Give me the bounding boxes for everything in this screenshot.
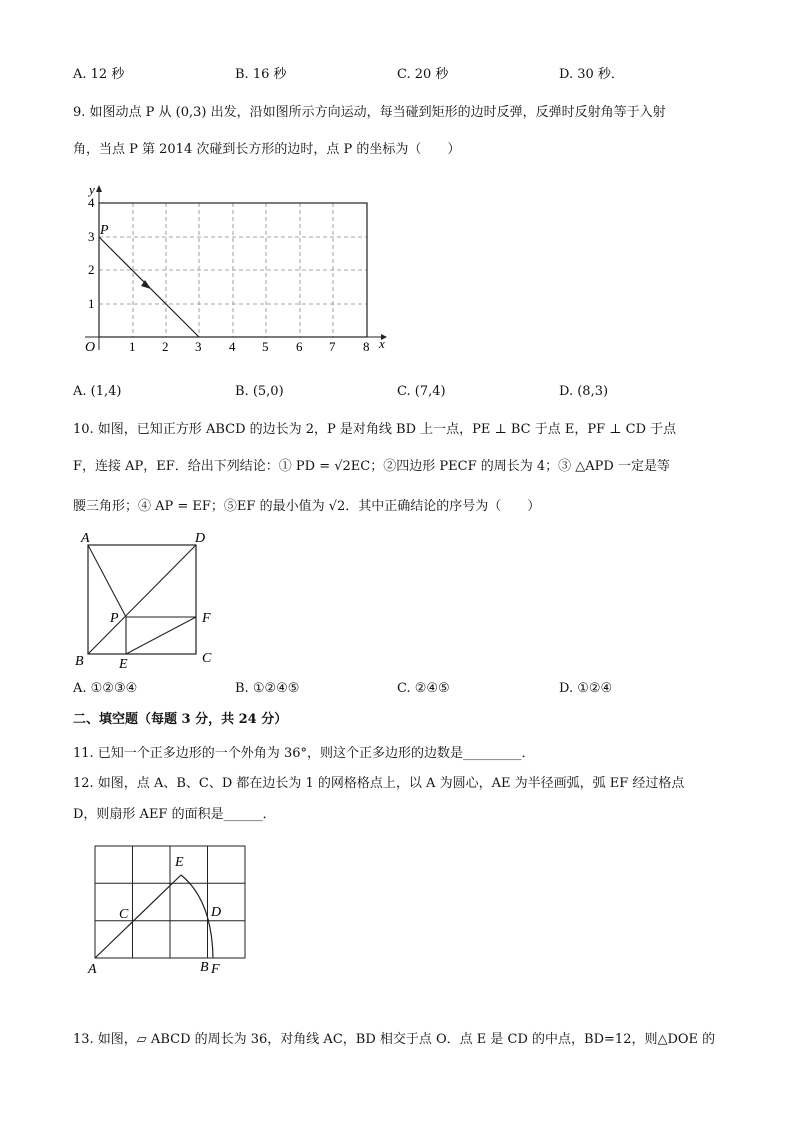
q12-text-line2: D，则扇形 AEF 的面积是______．: [73, 807, 276, 822]
q12-label-c: C: [119, 907, 129, 922]
q10-label-e: E: [119, 657, 128, 672]
q10-label-d: D: [195, 531, 206, 546]
q9-x-tick-labels: [129, 339, 370, 354]
q9-x-tick: 4: [229, 339, 236, 354]
q8-option-b: B. 16 秒: [235, 67, 287, 82]
q10-diagonal-bd: [88, 545, 196, 654]
q9-x-tick: 2: [162, 339, 169, 354]
q12-grid-figure: [84, 838, 254, 980]
q10-text-line2: F，连接 AP，EF．给出下列结论：① PD = √2EC；②四边形 PECF 的周长为 4；③ △APD 一定是等: [73, 459, 670, 474]
q8-option-a: A. 12 秒: [73, 67, 125, 82]
q9-x-tick: 6: [296, 339, 303, 354]
q12-label-a: A: [88, 962, 97, 977]
q12-label-f: F: [211, 962, 220, 977]
q10-segment-ap: [88, 545, 126, 617]
q12-label-e: E: [175, 855, 184, 870]
q10-option-b: B. ①②④⑤: [235, 681, 300, 696]
q10-option-d: D. ①②④: [559, 681, 613, 696]
q9-x-tick: 1: [129, 339, 136, 354]
q10-text-line3: 腰三角形；④ AP = EF；⑤EF 的最小值为 √2．其中正确结论的序号为（ ）: [73, 499, 541, 514]
q10-label-p: P: [110, 611, 119, 626]
q9-axis-y-label: y: [89, 182, 95, 197]
q9-option-c: C. (7,4): [397, 384, 446, 399]
q9-option-d: D. (8,3): [559, 384, 609, 399]
q8-option-d: D. 30 秒．: [559, 67, 624, 82]
q9-axis-x-label: x: [379, 336, 385, 351]
q10-label-b: B: [75, 654, 84, 669]
q9-y-tick: 3: [88, 229, 95, 244]
q9-x-tick: 7: [329, 339, 336, 354]
q9-x-tick: 8: [363, 339, 370, 354]
q9-x-tick: 3: [195, 339, 202, 354]
q12-grid: [95, 846, 245, 958]
q10-label-a: A: [81, 531, 90, 546]
q10-segment-ef: [126, 617, 196, 654]
q10-option-c: C. ②④⑤: [397, 681, 450, 696]
q12-label-b: B: [200, 960, 209, 975]
q9-coordinate-figure: [75, 182, 395, 357]
q8-option-c: C. 20 秒: [397, 67, 449, 82]
q9-origin-label: O: [85, 340, 96, 355]
q11-text: 11. 已知一个正多边形的一个外角为 36°，则这个正多边形的边数是_________．: [73, 746, 535, 761]
q12-segment-ae: [95, 875, 181, 958]
q9-direction-arrow: [141, 280, 151, 289]
section-heading-fill-in: 二、填空题（每题 3 分，共 24 分）: [73, 712, 288, 727]
q9-y-tick: 4: [88, 195, 95, 210]
q12-label-d: D: [211, 905, 222, 920]
q9-text-line2: 角，当点 P 第 2014 次碰到长方形的边时，点 P 的坐标为（ ）: [73, 142, 461, 157]
q9-option-b: B. (5,0): [235, 384, 284, 399]
q9-text-line1: 9. 如图动点 P 从 (0,3) 出发，沿如图所示方向运动，每当碰到矩形的边时反弹，反弹时反射角等于入射: [73, 105, 666, 120]
q10-label-c: C: [202, 651, 212, 666]
q12-arc-ef: [181, 875, 213, 958]
q9-y-tick-labels: [88, 195, 95, 311]
q10-square-figure: [72, 528, 222, 673]
q10-label-f: F: [202, 611, 211, 626]
q9-y-tick: 1: [88, 296, 95, 311]
q9-point-p-label: P: [100, 223, 109, 238]
q9-option-a: A. (1,4): [73, 384, 122, 399]
q9-x-tick: 5: [262, 339, 269, 354]
q9-grid: [99, 203, 367, 337]
q10-text-line1: 10. 如图，已知正方形 ABCD 的边长为 2，P 是对角线 BD 上一点，PE ⊥ BC 于点 E，PF ⊥ CD 于点: [73, 422, 677, 437]
q13-text-line1: 13. 如图，▱ ABCD 的周长为 36，对角线 AC，BD 相交于点 O．点 E 是 CD 的中点，BD=12，则△DOE 的: [73, 1032, 716, 1047]
q9-y-tick: 2: [88, 262, 95, 277]
q10-option-a: A. ①②③④: [73, 681, 138, 696]
q12-text-line1: 12. 如图，点 A、B、C、D 都在边长为 1 的网格格点上，以 A 为圆心，AE 为半径画弧，弧 EF 经过格点: [73, 776, 685, 791]
